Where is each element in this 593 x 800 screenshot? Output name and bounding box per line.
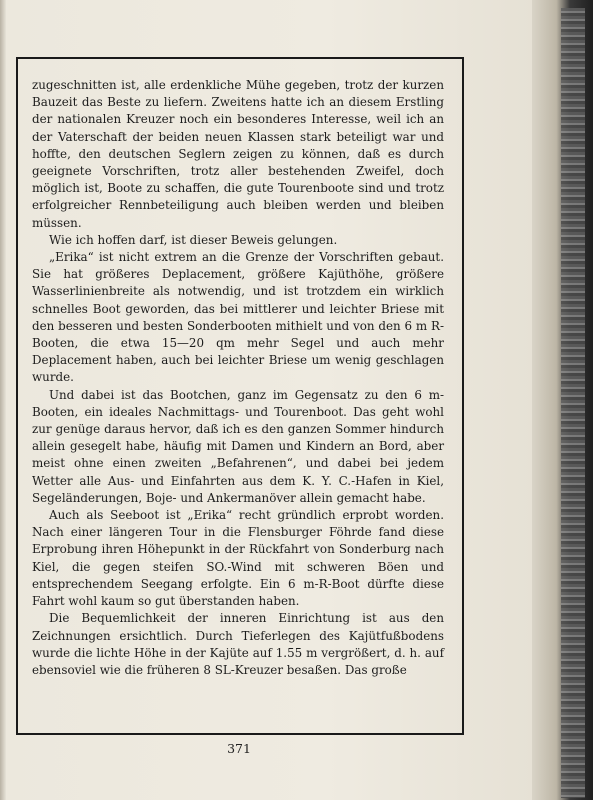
book-cover-edge [561, 8, 585, 798]
paragraph: Die Bequemlichkeit der inneren Einrichtung ist aus den Zeichnungen ersichtlich. Durch Tieferlegen des Kajütfußbodens wurde die lichte Höhe in der Kajüte auf 1.55 m vergrößert, d. h. auf ebensoviel wie die früheren 8 SL-Kreuzer besaßen. Das große [32, 611, 444, 677]
binding-edge [0, 0, 6, 800]
paragraph: Und dabei ist das Bootchen, ganz im Gegensatz zu den 6 m-Booten, ein ideales Nachmittags- und Tourenboot. Das geht wohl zur genüge daraus hervor, daß ich es den ganzen Sommer hindurch allein gesegelt habe, häufig mit Damen und Kindern an Bord, aber meist ohne einen zweiten „Befahrenen“, und dabei bei jedem Wetter alle Aus- und Einfahrten aus dem K. Y. C.-Hafen in Kiel, Segeländerungen, Boje- und Ankermanöver allein gemacht habe. [32, 387, 444, 505]
page-number: 371 [227, 741, 251, 756]
paragraph: Auch als Seeboot ist „Erika“ recht gründlich erprobt worden. Nach einer längeren Tour in die Flensburger Föhrde fand diese Erprobung ihren Höhepunkt in der Rückfahrt von Sonderburg nach Kiel, die gegen steifen SO.-Wind mit schweren Böen und entsprechendem Seegang erfolgte. Ein 6 m-R-Boot dürfte diese Fahrt wohl kaum so gut überstanden haben. [32, 508, 444, 609]
paragraph: zugeschnitten ist, alle erdenkliche Mühe gegeben, trotz der kurzen Bauzeit das Beste zu liefern. Zweitens hatte ich an diesem Erstling der nationalen Kreuzer noch ein besonderes Interesse, weil ich an der Vaterschaft der beiden neuen Klassen stark beteiligt war und hoffte, den deutschen Seglern zeigen zu können, daß es durch geeignete Vorschriften, trotz aller bestehenden Zweifel, doch möglich ist, Boote zu schaffen, die gute Tourenboote sind und trotz erfolgreicher Rennbeteiligung auch bleiben werden und bleiben müssen. [32, 78, 444, 230]
paragraph: Wie ich hoffen darf, ist dieser Beweis gelungen. [49, 232, 338, 247]
paragraph: „Erika“ ist nicht extrem an die Grenze der Vorschriften gebaut. Sie hat größeres Deplacement, größere Kajüthöhe, größere Wasserlinienbreite als notwendig, und ist trotzdem ein wirklich schnelles Boot geworden, das bei mittlerer und leichter Briese mit den besseren und besten Sonderbooten mithielt und von den 6 m R-Booten, die etwa 15—20 qm mehr Segel und auch mehr Deplacement haben, auch bei leichter Briese um wenig geschlagen wurde. [32, 250, 444, 385]
body-text [32, 77, 444, 679]
